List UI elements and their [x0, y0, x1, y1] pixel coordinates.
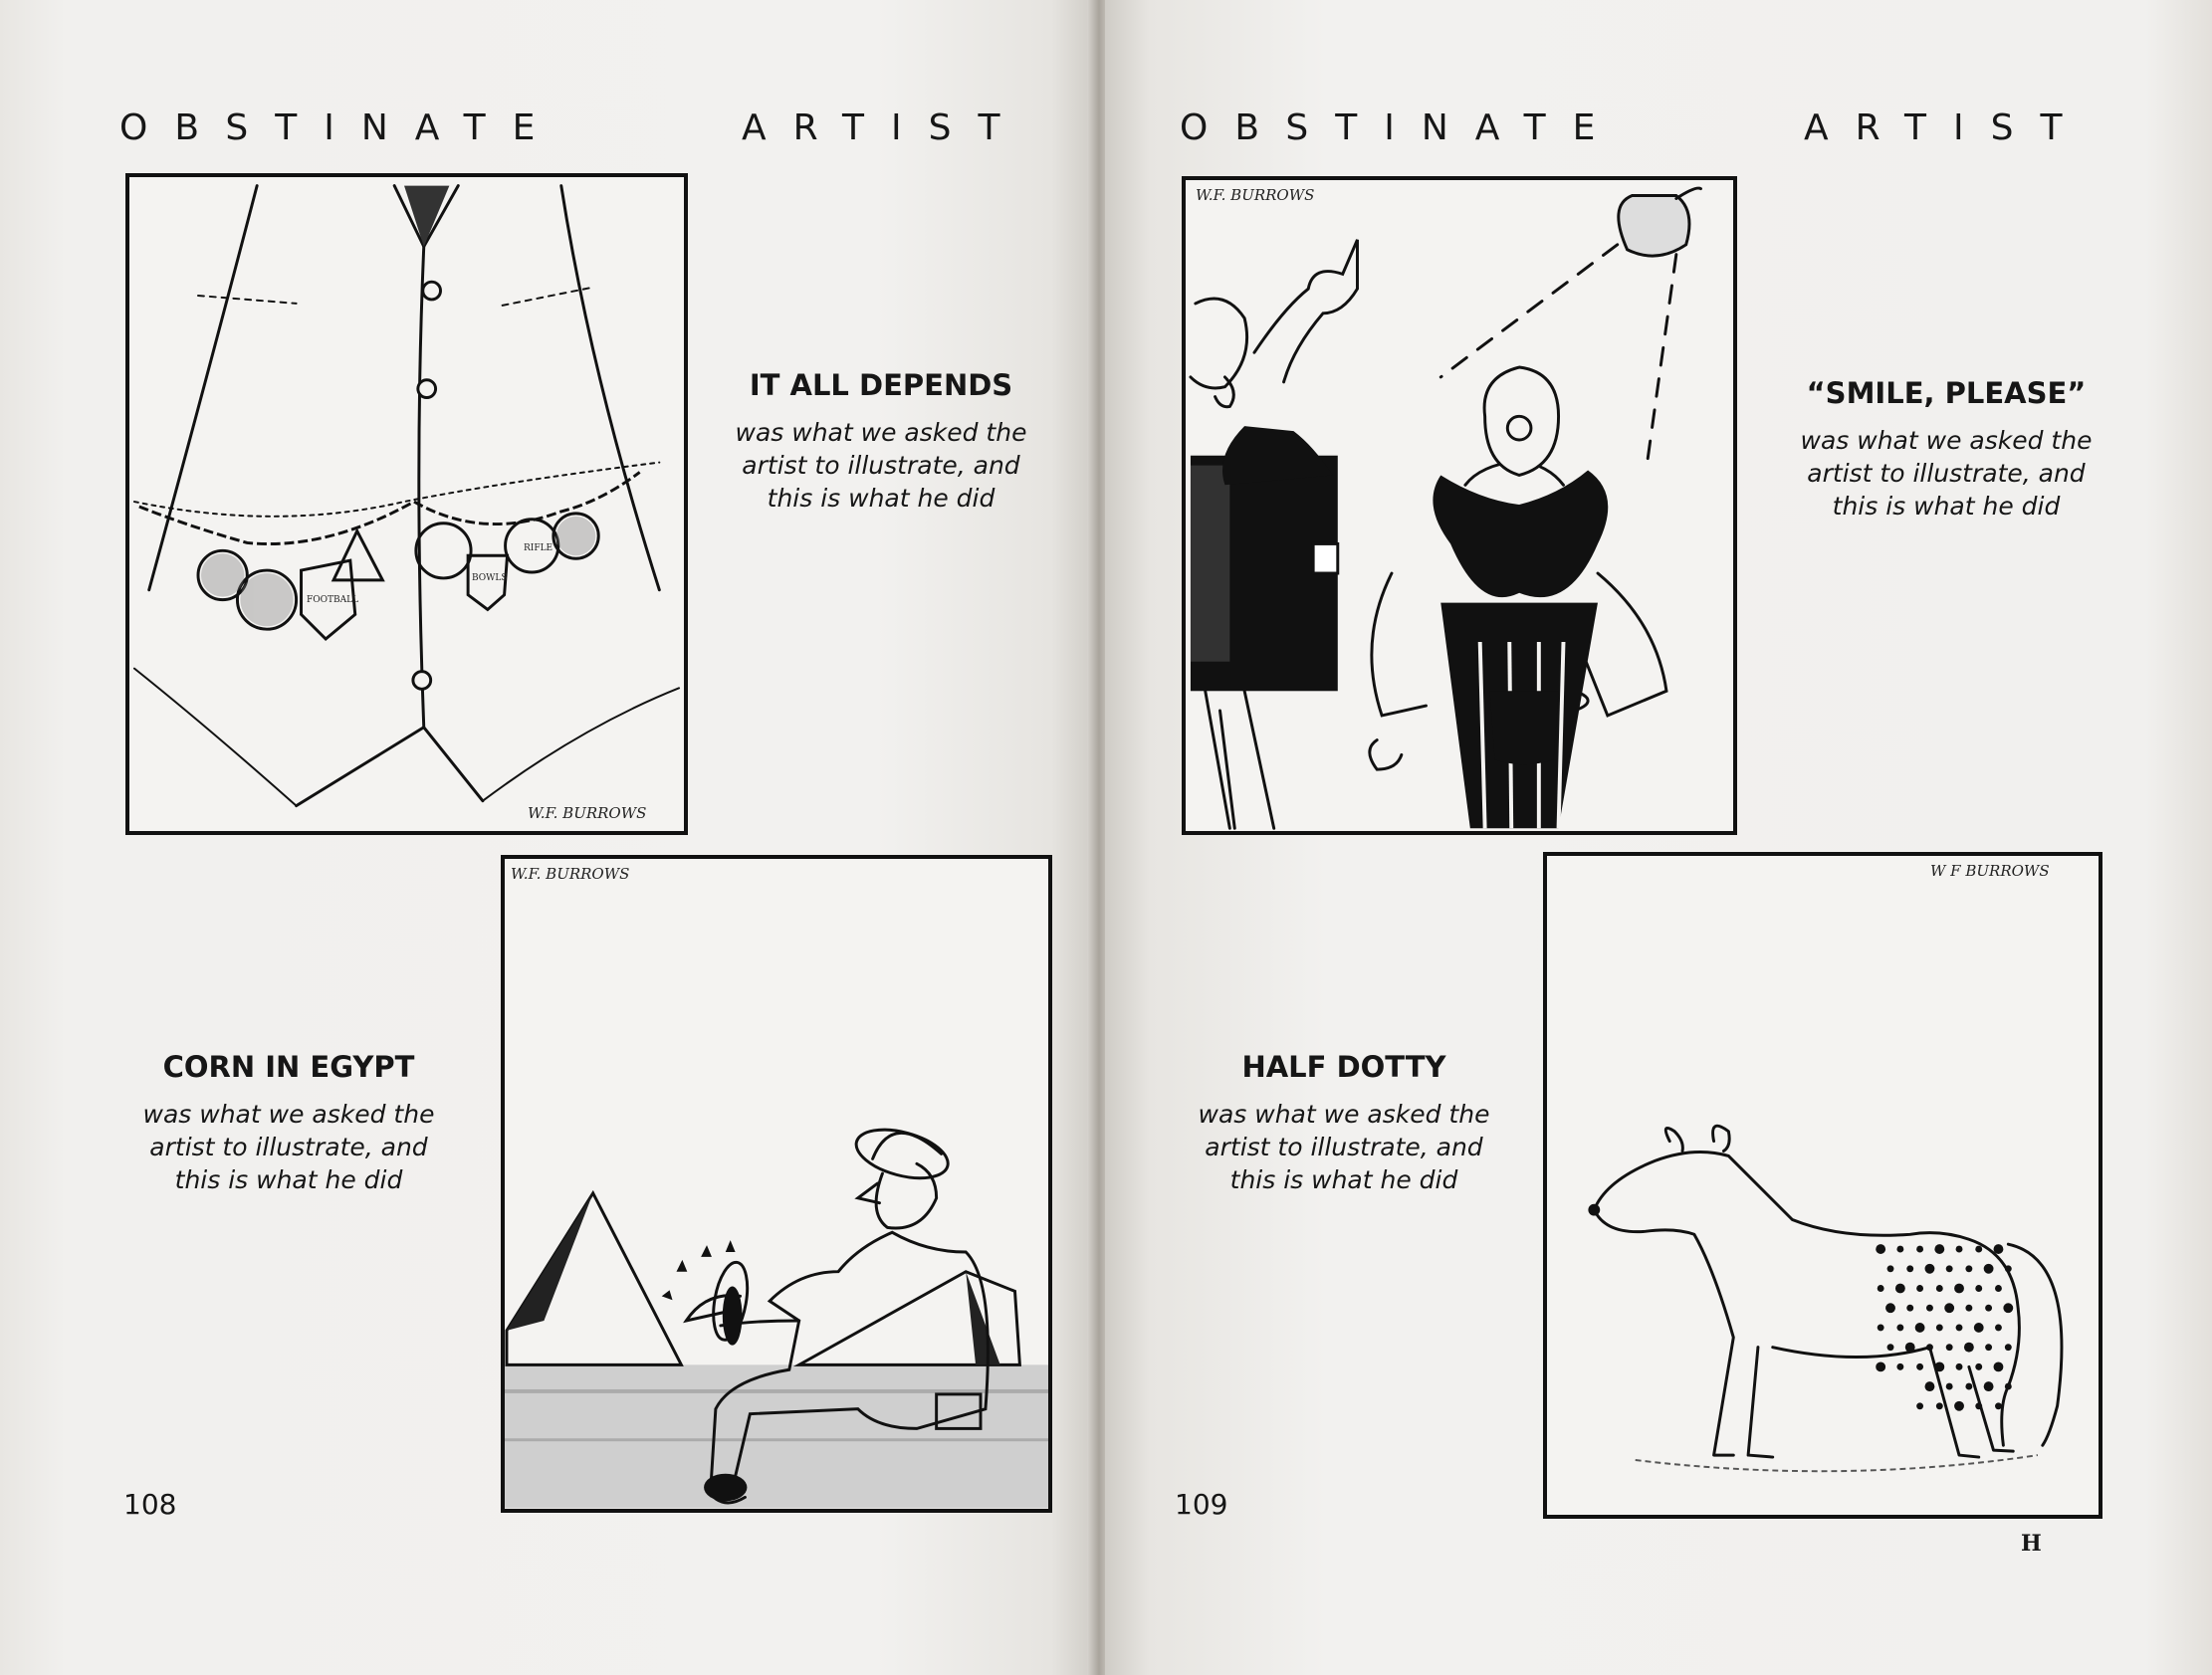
dog-spot	[1896, 1363, 1903, 1370]
caption-it-all-depends	[697, 368, 1065, 515]
dog-spot	[1925, 1381, 1935, 1391]
dog-spot	[1916, 1285, 1923, 1292]
dog-spot	[1946, 1265, 1953, 1272]
dog-spot	[1965, 1383, 1972, 1390]
fob-label: RIFLE	[524, 543, 553, 553]
running-head-word: ARTIST	[742, 107, 1027, 148]
dog-spot	[1926, 1344, 1933, 1351]
dog-spot	[1956, 1363, 1963, 1370]
dog-spot	[1934, 1361, 1944, 1371]
dog-spot	[1878, 1324, 1884, 1331]
dog-spot	[1984, 1381, 1994, 1391]
running-head-word: OBSTINATE	[1180, 107, 1623, 148]
photographer-bearded-man-illustration	[1186, 180, 1733, 831]
printer-signature-mark: H	[2021, 1531, 2042, 1557]
dog-spot	[1964, 1343, 1974, 1353]
dog-spot	[1965, 1305, 1972, 1312]
caption-line: was what we asked the	[1800, 426, 2093, 455]
caption-line: was what we asked the	[1198, 1100, 1490, 1129]
dog-spot	[1936, 1285, 1943, 1292]
caption-line: this is what he did	[1229, 1165, 1458, 1194]
dog-spot	[1985, 1305, 1992, 1312]
dog-spot	[2005, 1344, 2012, 1351]
cartoon-panel-it-all-depends	[125, 173, 688, 835]
dog-spot	[1936, 1324, 1943, 1331]
running-head-word: ARTIST	[1804, 107, 2090, 148]
dog-spot	[1995, 1324, 2002, 1331]
dog-spot	[1915, 1323, 1925, 1333]
dog-spot	[1905, 1343, 1915, 1353]
dog-spot	[1975, 1363, 1982, 1370]
dog-spot	[1954, 1401, 1964, 1411]
dog-spot	[1916, 1246, 1923, 1253]
caption-line: artist to illustrate, and	[1807, 459, 2086, 488]
cartoon-panel-smile-please	[1182, 176, 1737, 835]
caption-title: HALF DOTTY	[1241, 1050, 1446, 1084]
caption-line: was what we asked the	[735, 418, 1027, 447]
pyramids-explorer-illustration	[505, 859, 1048, 1509]
dog-spot	[1975, 1285, 1982, 1292]
dog-spot	[1985, 1344, 1992, 1351]
running-head-word: OBSTINATE	[119, 107, 562, 148]
caption-corn-in-egypt	[110, 1050, 468, 1196]
page-number: 109	[1175, 1488, 1228, 1521]
dog-spot	[2003, 1303, 2013, 1313]
dog-spot	[1876, 1244, 1885, 1254]
dog-spot	[1885, 1303, 1895, 1313]
dog-spot	[2005, 1265, 2012, 1272]
dog-spot	[1878, 1285, 1884, 1292]
dog-spot	[1975, 1402, 1982, 1409]
caption-line: this is what he did	[767, 484, 995, 513]
caption-title: IT ALL DEPENDS	[749, 368, 1013, 402]
dog-spot	[1994, 1361, 2004, 1371]
dog-spot	[1887, 1344, 1894, 1351]
dog-spot	[1896, 1324, 1903, 1331]
dog-spot	[1984, 1264, 1994, 1274]
artist-signature: W.F. BURROWS	[511, 865, 630, 883]
artist-signature: W.F. BURROWS	[528, 804, 647, 822]
dog-spot	[1994, 1244, 2004, 1254]
cartoon-panel-half-dotty	[1543, 852, 2102, 1519]
spotted-dog-illustration	[1547, 856, 2099, 1515]
cartoon-panel-corn-in-egypt	[501, 855, 1052, 1513]
dog-spot	[1956, 1324, 1963, 1331]
caption-smile-please	[1757, 376, 2135, 523]
caption-title: “SMILE, PLEASE”	[1806, 376, 2087, 410]
dog-spot	[1946, 1383, 1953, 1390]
caption-line: was what we asked the	[142, 1100, 435, 1129]
dog-spot	[1926, 1305, 1933, 1312]
dog-spot	[1936, 1402, 1943, 1409]
fob-label: BOWLS	[472, 573, 508, 583]
dog-spot	[2005, 1383, 2012, 1390]
caption-line: artist to illustrate, and	[742, 451, 1020, 480]
fob-label: FOOTBALL	[307, 595, 359, 605]
dog-spot	[1944, 1303, 1954, 1313]
dog-spot	[1895, 1284, 1905, 1294]
dog-spot	[1954, 1284, 1964, 1294]
dog-spot	[1934, 1244, 1944, 1254]
caption-line: this is what he did	[174, 1165, 403, 1194]
dog-spot	[1975, 1246, 1982, 1253]
dog-spot	[1965, 1265, 1972, 1272]
dog-spot	[1906, 1305, 1913, 1312]
dog-spot	[1995, 1402, 2002, 1409]
page-number: 108	[123, 1488, 177, 1521]
dog-spot	[1876, 1361, 1885, 1371]
artist-signature: W F BURROWS	[1930, 862, 2050, 880]
caption-half-dotty	[1160, 1050, 1528, 1196]
caption-line: artist to illustrate, and	[149, 1133, 428, 1161]
dog-spot	[1956, 1246, 1963, 1253]
caption-title: CORN IN EGYPT	[162, 1050, 415, 1084]
dog-spot	[1887, 1265, 1894, 1272]
dog-spot	[1916, 1402, 1923, 1409]
dog-spot	[1995, 1285, 2002, 1292]
caption-line: this is what he did	[1832, 492, 2061, 521]
dog-spot	[1906, 1265, 1913, 1272]
dog-spot	[1974, 1323, 1984, 1333]
dog-spot	[1925, 1264, 1935, 1274]
artist-signature: W.F. BURROWS	[1196, 186, 1315, 204]
dog-spot	[1896, 1246, 1903, 1253]
dog-spot	[1916, 1363, 1923, 1370]
dog-spot	[1946, 1344, 1953, 1351]
caption-line: artist to illustrate, and	[1205, 1133, 1483, 1161]
waistcoat-illustration	[129, 177, 684, 831]
